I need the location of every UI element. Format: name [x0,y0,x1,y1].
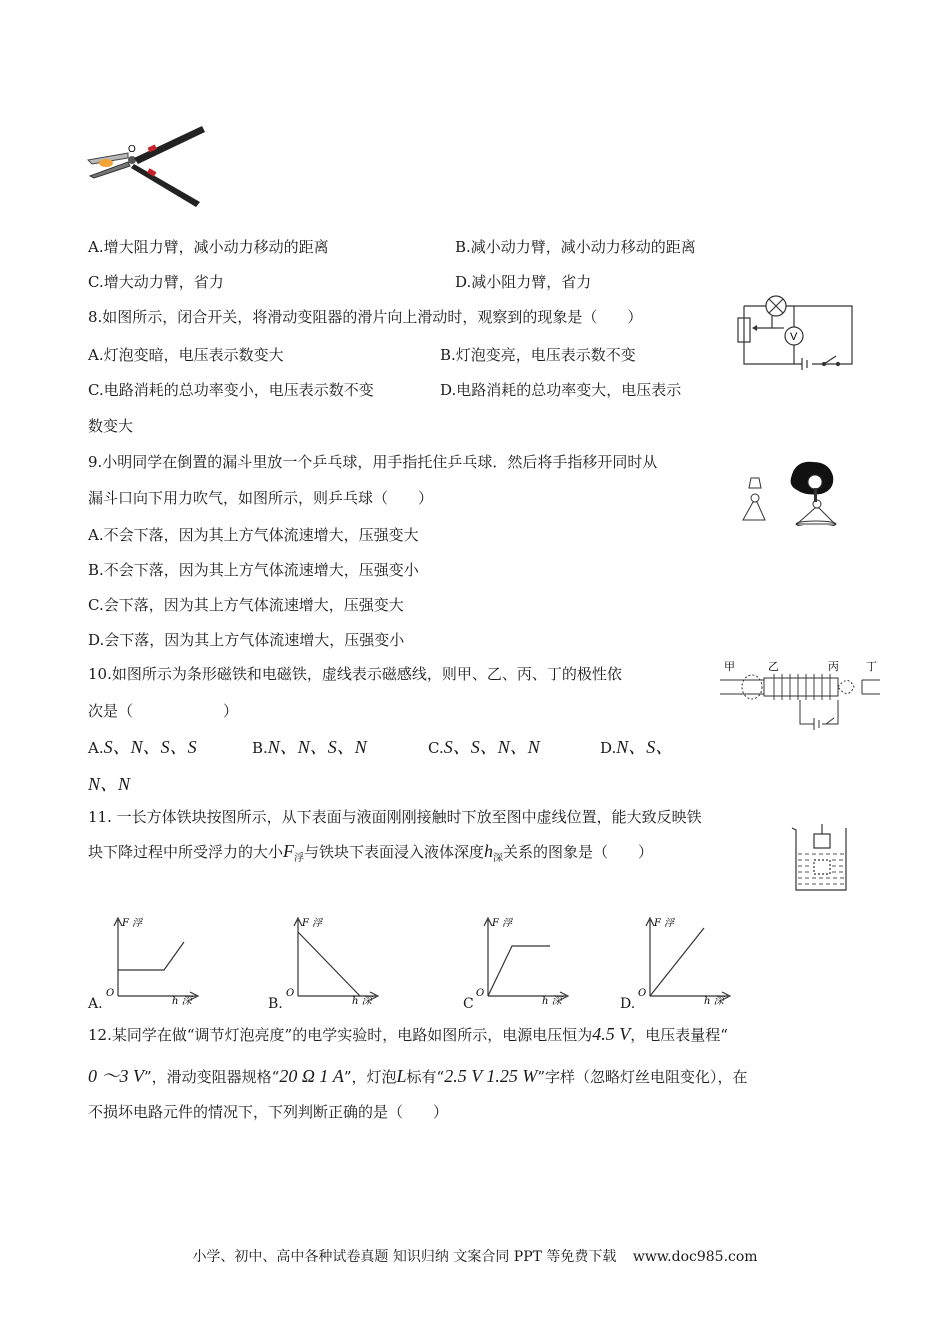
q10-option-c: C.S、S、N、N [428,737,540,757]
q9-stem-2: 漏斗口向下用力吹气，如图所示，则乒乓球（ ） [88,489,434,507]
q11-graph-d-letter: D. [620,996,636,1012]
q8-circuit-figure [732,292,857,372]
q9-option-c: C.会下落，因为其上方气体流速增大，压强变大 [88,596,404,614]
q10-label-ding: 丁 [866,660,877,673]
q11-graph-b-origin: O [286,988,295,999]
page-footer [0,1246,950,1266]
footer-url[interactable]: www.doc985.com [632,1249,758,1265]
q10-option-d-cont: N、N [88,774,131,794]
q11-graph-c-letter: C [463,996,474,1012]
q10-label-yi: 乙 [768,660,779,673]
q11-stem-1: 11. 一长方体铁块按图所示，从下表面与液面刚刚接触时下放至图中虚线位置，能大致反映铁 [88,808,702,826]
q9-option-d: D.会下落，因为其上方气体流速增大，压强变小 [88,631,405,649]
q9-funnel-figure [735,458,850,526]
q11-graph-d-x-label: h 深 [704,996,724,1007]
q11-stem-2: 块下降过程中所受浮力的大小$F_浮$与铁块下表面浸入液体深度$h_深$关系的图象是（ ） [88,841,654,864]
q11-graph-d-origin: O [638,988,647,999]
pivot-label: O [128,144,136,155]
q11-beaker-figure [788,824,854,894]
q11-graph-c-y-label: F 浮 [492,918,513,929]
scissors-figure [84,120,209,210]
q7-option-d: D.减小阻力臂，省力 [455,273,592,291]
q8-option-b: B.灯泡变亮，电压表示数不变 [440,346,636,364]
q11-graph-b [284,912,384,1008]
q7-option-a: A.增大阻力臂，减小动力移动的距离 [88,238,329,256]
q9-option-a: A.不会下落，因为其上方气体流速增大，压强变大 [88,526,419,544]
q11-graph-a [104,912,204,1008]
q11-graph-a-y-label: F 浮 [122,918,143,929]
q8-option-d: D.电路消耗的总功率变大，电压表示 [440,381,682,399]
q8-stem: 8.如图所示，闭合开关，将滑动变阻器的滑片向上滑动时，观察到的现象是（ ） [88,308,643,326]
footer-text: 小学、初中、高中各种试卷真题 知识归纳 文案合同 PPT 等免费下载 [192,1249,617,1265]
q10-option-b: B.N、N、S、N [252,737,367,757]
q12-stem-2: 0 ～3 V”，滑动变阻器规格“20 Ω 1 A”，灯泡L标有“2.5 V 1.25 W”字样（忽略灯丝电阻变化），在 [88,1066,748,1086]
q11-graph-b-letter: B. [268,996,283,1012]
q8-option-d-cont: 数变大 [88,417,134,435]
q10-stem-2: 次是（ ） [88,702,239,720]
q11-graph-b-y-label: F 浮 [302,918,323,929]
q10-option-d: D.N、S、 [600,737,674,757]
q11-graph-c-origin: O [476,988,485,999]
q10-magnet-figure [718,656,882,732]
q9-stem-1: 9.小明同学在倒置的漏斗里放一个乒乓球，用手指托住乒乓球．然后将手指移开同时从 [88,453,658,471]
q8-option-a: A.灯泡变暗，电压表示数变大 [88,346,284,364]
q11-graph-a-letter: A. [88,996,103,1012]
q10-option-a: A.S、N、S、S [88,737,197,757]
voltmeter-label: V [790,331,798,343]
q11-graph-a-x-label: h 深 [172,996,192,1007]
q10-stem-1: 10.如图所示为条形磁铁和电磁铁，虚线表示磁感线，则甲、乙、丙、丁的极性依 [88,665,622,683]
q7-option-b: B.减小动力臂，减小动力移动的距离 [455,238,696,256]
q11-graph-c [474,912,574,1008]
q11-graph-b-x-label: h 深 [352,996,372,1007]
q11-graph-a-origin: O [106,988,115,999]
q11-graph-d [636,912,736,1008]
q11-graph-d-y-label: F 浮 [654,918,675,929]
q9-option-b: B.不会下落，因为其上方气体流速增大，压强变小 [88,561,419,579]
q10-label-bing: 丙 [828,660,839,673]
q11-graph-c-x-label: h 深 [542,996,562,1007]
q8-option-c: C.电路消耗的总功率变小，电压表示数不变 [88,381,374,399]
q12-stem-1: 12.某同学在做“调节灯泡亮度”的电学实验时，电路如图所示，电源电压恒为4.5 V，电压表量程“ [88,1024,728,1044]
q12-stem-3: 不损坏电路元件的情况下，下列判断正确的是（ ） [88,1103,449,1121]
q10-label-jia: 甲 [724,660,735,673]
q7-option-c: C.增大动力臂，省力 [88,273,224,291]
